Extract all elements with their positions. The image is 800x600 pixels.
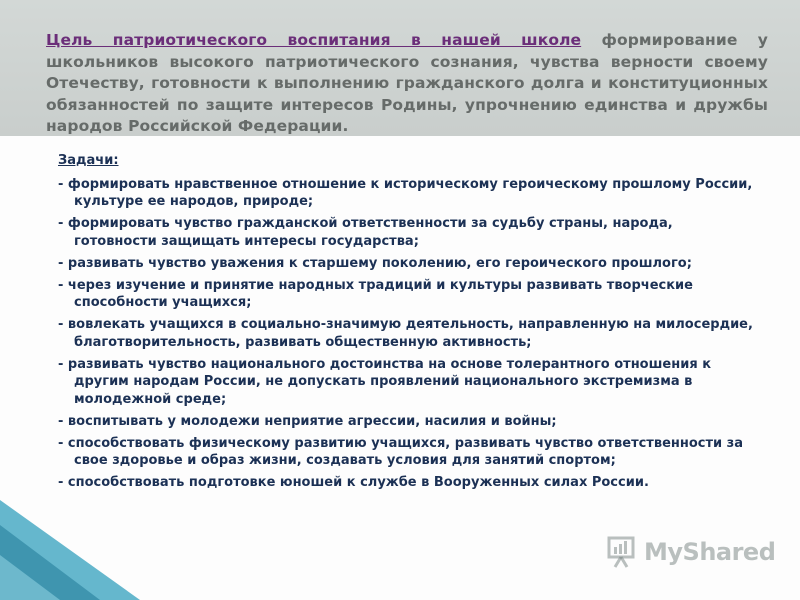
slide-title <box>46 30 768 138</box>
task-item: - формировать нравственное отношение к историческому героическому прошлому России, культуре ее народов, природе; <box>58 176 753 209</box>
watermark-text: MyShared <box>644 538 776 566</box>
task-item: - вовлекать учащихся в социально-значимую деятельность, направленную на милосердие, благотворительность, развивать общественную активность; <box>58 317 753 350</box>
tasks-section <box>58 152 758 496</box>
presentation-board-icon <box>606 535 638 569</box>
task-item: - развивать чувство уважения к старшему поколению, его героического прошлого; <box>58 255 692 271</box>
title-rest: формирование у школьников высокого патриотического сознания, чувства верности своему Отечеству, готовности к выполнению гражданского долга и конституционных обязанностей по защите интересов Родины, упрочнению единства и дружбы народов Российской Федерации. <box>46 31 768 135</box>
task-item: - способствовать физическому развитию учащихся, развивать чувство ответственности за свое здоровье и образ жизни, создавать условия для занятий спортом; <box>58 435 743 468</box>
tasks-heading: Задачи: <box>58 153 119 168</box>
watermark <box>606 532 775 572</box>
task-item: - через изучение и принятие народных традиций и культуры развивать творческие способности учащихся; <box>58 277 693 310</box>
task-item: - формировать чувство гражданской ответственности за судьбу страны, народа, готовности защищать интересы государства; <box>58 216 673 249</box>
task-item: - способствовать подготовке юношей к службе в Вооруженных силах России. <box>58 475 649 490</box>
task-item: - воспитывать у молодежи неприятие агрессии, насилия и войны; <box>58 413 557 429</box>
title-lead-link[interactable]: Цель патриотического воспитания в нашей школе <box>46 31 582 49</box>
corner-decoration <box>0 500 140 600</box>
task-item: - развивать чувство национального достоинства на основе толерантного отношения к другим народам России, не допускать проявлений национального экстремизма в молодежной среде; <box>58 356 712 407</box>
